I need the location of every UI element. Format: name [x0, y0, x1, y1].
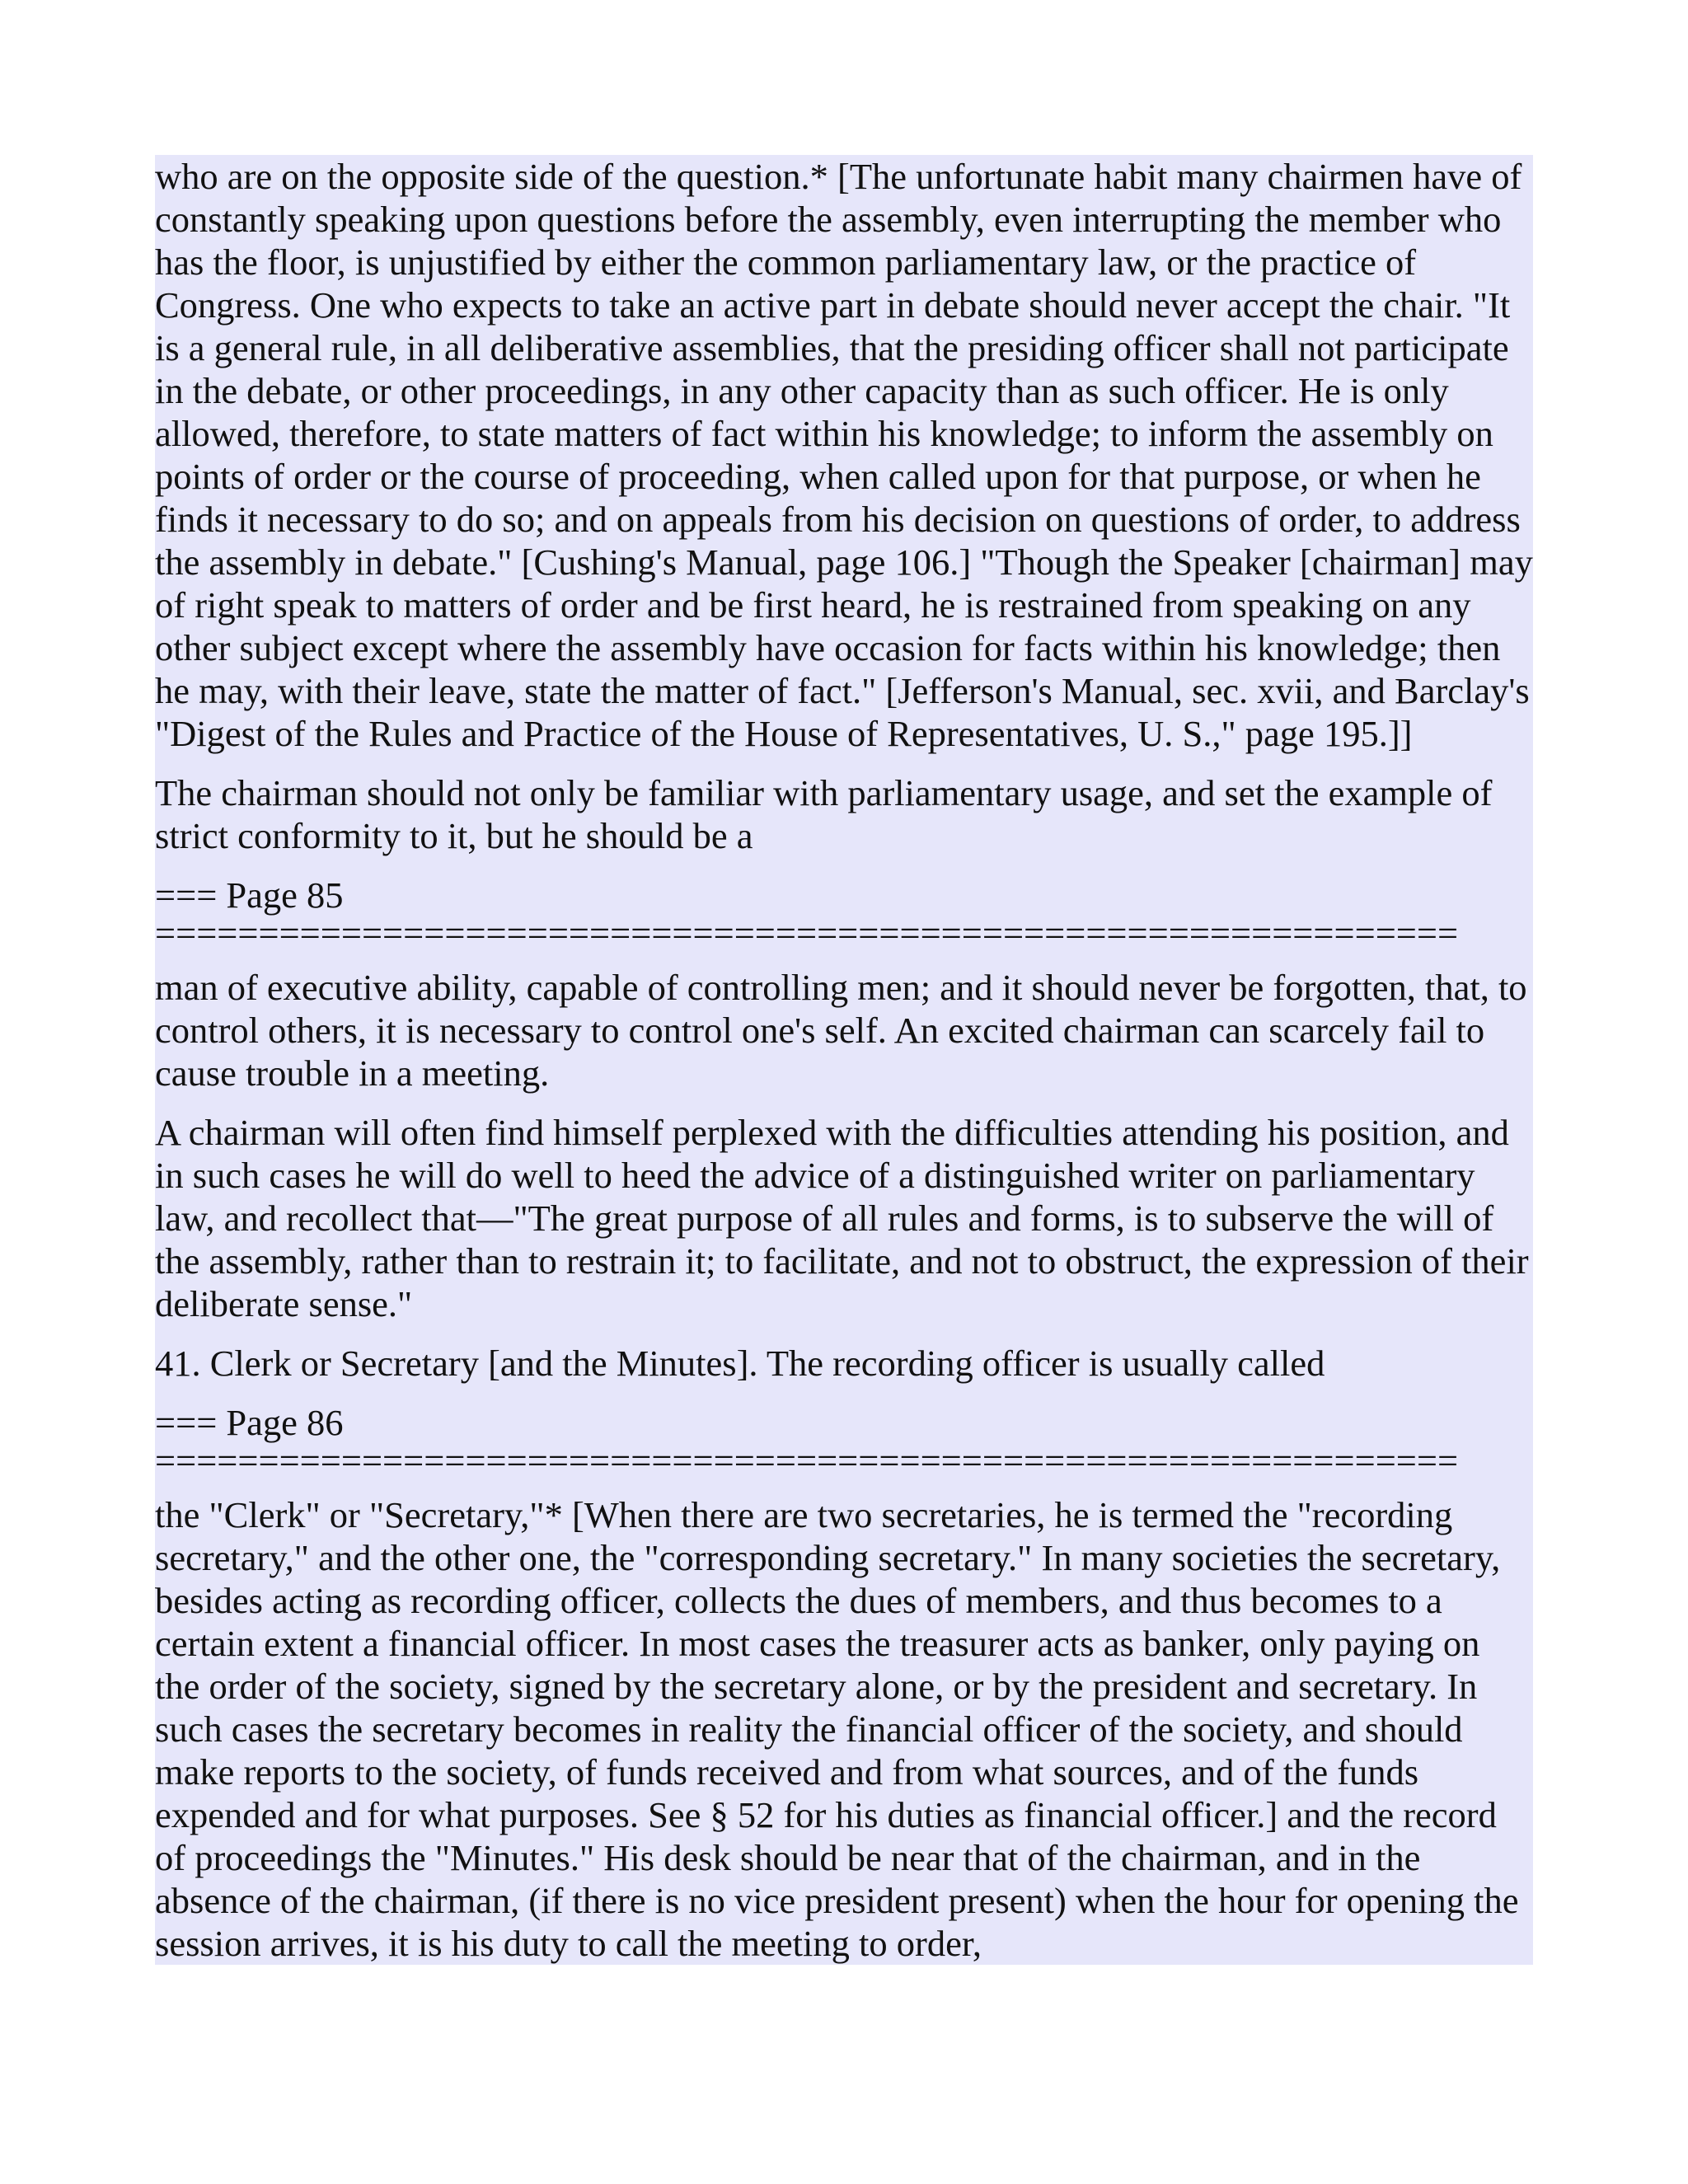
page-marker-title: === Page 86 — [155, 1402, 344, 1443]
page-marker — [155, 1401, 1533, 1477]
paragraph: The chairman should not only be familiar with parliamentary usage, and set the example of strict conformity to it, but he should be a — [155, 772, 1493, 856]
paragraph: 41. Clerk or Secretary [and the Minutes]. The recording officer is usually called — [155, 1343, 1325, 1384]
document-body — [155, 155, 1533, 1965]
page-marker-rule: =============================================================== — [155, 1444, 1459, 1477]
page-marker-title: === Page 85 — [155, 874, 344, 916]
paragraph: the "Clerk" or "Secretary,"* [When there are two secretaries, he is termed the "recording secretary," and the other one, the "corresponding secretary." In many societies the secretary, besides acting as recording officer, collects the dues of members, and thus becomes to a certain extent a financial officer. In most cases the treasurer acts as banker, only paying on the order of the society, signed by the secretary alone, or by the president and secretary. In such cases the secretary becomes in reality the financial officer of the society, and should make reports to the society, of funds received and from what sources, and of the funds expended and for what purposes. See § 52 for his duties as financial officer.] and the record of proceedings the "Minutes." His desk should be near that of the chairman, and in the absence of the chairman, (if there is no vice president present) when the hour for opening the session arrives, it is his duty to call the meeting to order, — [155, 1494, 1519, 1964]
paragraph: man of executive ability, capable of controlling men; and it should never be forgotten, that, to control others, it is necessary to control one's self. An excited chairman can scarcely fail to cause trouble in a meeting. — [155, 967, 1527, 1094]
page-marker — [155, 874, 1533, 949]
paragraph: who are on the opposite side of the question.* [The unfortunate habit many chairmen have of constantly speaking upon questions before the assembly, even interrupting the member who has the floor, is unjustified by either the common parliamentary law, or the practice of Congress. One who expects to take an active part in debate should never accept the chair. "It is a general rule, in all deliberative assemblies, that the presiding officer shall not participate in the debate, or other proceedings, in any other capacity than as such officer. He is only allowed, therefore, to state matters of fact within his knowledge; to inform the assembly on points of order or the course of proceeding, when called upon for that purpose, or when he finds it necessary to do so; and on appeals from his decision on questions of order, to address the assembly in debate." [Cushing's Manual, page 106.] "Though the Speaker [chairman] may of right speak to matters of order and be first heard, he is restrained from speaking on any other subject except where the assembly have occasion for facts within his knowledge; then he may, with their leave, state the matter of fact." [Jefferson's Manual, sec. xvii, and Barclay's "Digest of the Rules and Practice of the House of Representatives, U. S.," page 195.]] — [155, 156, 1533, 754]
paragraph: A chairman will often find himself perplexed with the difficulties attending his position, and in such cases he will do well to heed the advice of a distinguished writer on parliamentary law, and recollect that—"The great purpose of all rules and forms, is to subserve the will of the assembly, rather than to restrain it; to facilitate, and not to obstruct, the expression of their deliberate sense." — [155, 1112, 1529, 1324]
page-marker-rule: =============================================================== — [155, 916, 1459, 949]
